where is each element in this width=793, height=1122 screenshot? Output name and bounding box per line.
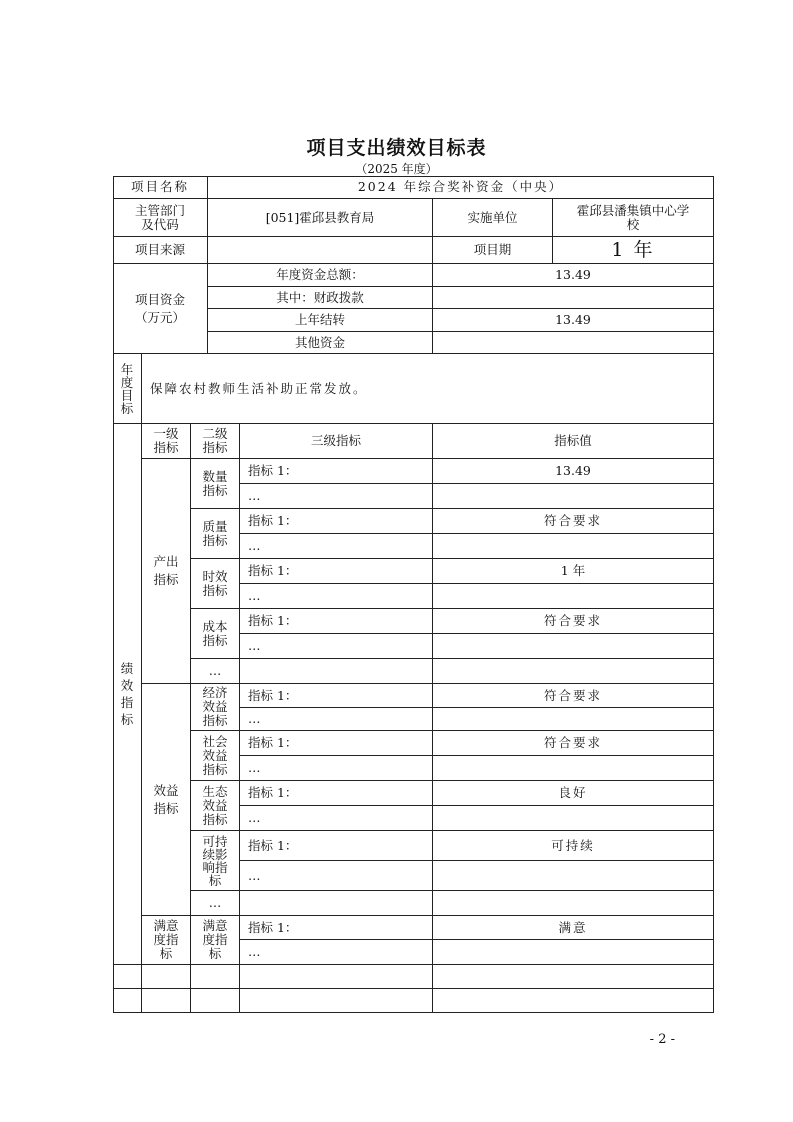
output-more-label: … [191,659,240,684]
quantity-label: 数量 指标 [191,459,240,509]
sustain-value: 可持续 [433,831,714,861]
page-number: - 2 - [649,1032,675,1047]
perf-label: 绩 效 指 标 [113,424,142,965]
quantity-indicator1: 指标 1： [240,459,433,484]
cost-indicator1: 指标 1： [240,609,433,634]
satisfaction-indicator1: 指标 1： [240,916,433,940]
header-level1: 一级 指标 [142,424,191,459]
social-value: 符合要求 [433,731,714,756]
sustain-more: … [240,861,433,891]
source-value [208,237,433,264]
output-more-value [433,659,714,684]
quality-more-value [433,534,714,559]
cost-more-value [433,634,714,659]
blank-row-2-c2 [142,989,191,1013]
quality-more: … [240,534,433,559]
blank-row-1-c2 [142,965,191,989]
funds-fiscal-value [433,287,714,309]
dept-label: 主管部门 及代码 [113,199,208,237]
ecological-more-value [433,806,714,831]
benefit-indicator-label: 效益 指标 [142,684,191,916]
header-level3: 三级指标 [240,424,433,459]
source-label: 项目来源 [113,237,208,264]
timeliness-indicator1: 指标 1： [240,559,433,584]
quantity-more: … [240,484,433,509]
timeliness-value: 1 年 [433,559,714,584]
timeliness-label: 时效 指标 [191,559,240,609]
funds-total-label: 年度资金总额： [208,264,433,287]
sustain-label: 可持 续影 响指 标 [191,831,240,891]
benefit-more-label: … [191,891,240,916]
blank-row-1-c4 [240,965,433,989]
blank-row-2-c3 [191,989,240,1013]
output-indicator-label: 产出 指标 [142,459,191,684]
economic-more-value [433,708,714,731]
dept-value: [051]霍邱县教育局 [208,199,433,237]
economic-more: … [240,708,433,731]
satisfaction-l1-label: 满意 度指 标 [142,916,191,965]
blank-row-1-c5 [433,965,714,989]
cost-more: … [240,634,433,659]
funds-total-value: 13.49 [433,264,714,287]
performance-target-table [113,176,714,1013]
benefit-more-value [433,891,714,916]
page-title: 项目支出绩效目标表 [306,137,487,159]
blank-row-1-c3 [191,965,240,989]
blank-row-1-c1 [113,965,142,989]
funds-fiscal-label: 其中：财政拨款 [208,287,433,309]
benefit-more-level3 [240,891,433,916]
cost-label: 成本 指标 [191,609,240,659]
impl-value: 霍邱县潘集镇中心学 校 [553,199,714,237]
ecological-value: 良好 [433,781,714,806]
annual-goal-text: 保障农村教师生活补助正常发放。 [142,354,714,424]
satisfaction-more-value [433,940,714,965]
sustain-indicator1: 指标 1： [240,831,433,861]
funds-carryover-value: 13.49 [433,309,714,332]
economic-label: 经济 效益 指标 [191,684,240,731]
project-name-value: 2024 年综合奖补资金（中央） [208,176,714,199]
period-value: 1 年 [553,237,714,264]
funds-label: 项目资金 （万元） [113,264,208,354]
quality-indicator1: 指标 1： [240,509,433,534]
economic-indicator1: 指标 1： [240,684,433,708]
economic-value: 符合要求 [433,684,714,708]
blank-row-2-c4 [240,989,433,1013]
satisfaction-more: … [240,940,433,965]
ecological-label: 生态 效益 指标 [191,781,240,831]
social-indicator1: 指标 1： [240,731,433,756]
social-label: 社会 效益 指标 [191,731,240,781]
satisfaction-l2-label: 满意 度指 标 [191,916,240,965]
timeliness-more-value [433,584,714,609]
ecological-more: … [240,806,433,831]
quality-value: 符合要求 [433,509,714,534]
period-label: 项目期 [433,237,553,264]
blank-row-2-c5 [433,989,714,1013]
funds-other-label: 其他资金 [208,332,433,354]
satisfaction-value: 满意 [433,916,714,940]
quality-label: 质量 指标 [191,509,240,559]
annual-goal-label: 年 度 目 标 [113,354,142,424]
quantity-value: 13.49 [433,459,714,484]
cost-value: 符合要求 [433,609,714,634]
quantity-more-value [433,484,714,509]
header-level2: 二级 指标 [191,424,240,459]
page-subtitle: （2025 年度） [355,162,438,176]
blank-row-2-c1 [113,989,142,1013]
impl-label: 实施单位 [433,199,553,237]
project-name-label: 项目名称 [113,176,208,199]
timeliness-more: … [240,584,433,609]
output-more-level3 [240,659,433,684]
social-more-value [433,756,714,781]
ecological-indicator1: 指标 1： [240,781,433,806]
sustain-more-value [433,861,714,891]
funds-other-value [433,332,714,354]
funds-carryover-label: 上年结转 [208,309,433,332]
social-more: … [240,756,433,781]
header-value: 指标值 [433,424,714,459]
